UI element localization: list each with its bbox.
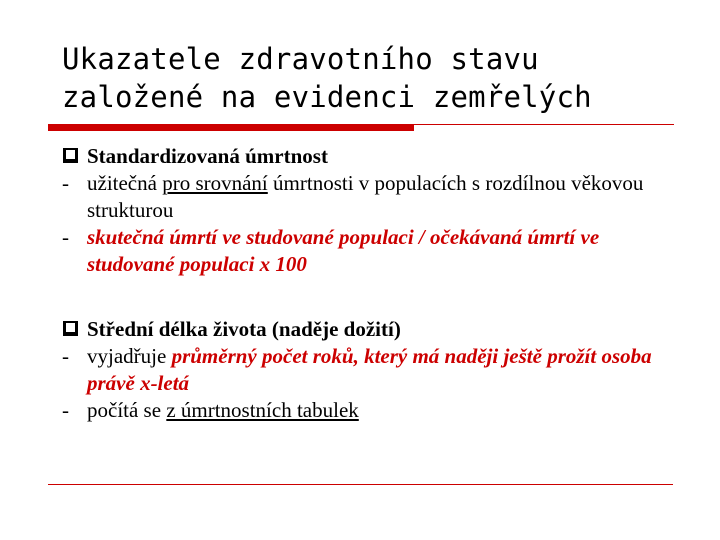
title-underline-thin: [414, 124, 674, 125]
list-item: [62, 343, 682, 397]
list-item-text: [87, 343, 682, 397]
highlighted-text: průměrný počet roků, který má naději ještě prožít osoba právě x-letá: [87, 344, 652, 395]
section-heading: Střední délka života (naděje dožití): [87, 317, 401, 341]
list-item: [62, 397, 682, 424]
dash-bullet: -: [62, 171, 69, 195]
text-segment: úmrtnosti v populacích s rozdílnou věkovou strukturou: [87, 171, 644, 222]
underlined-text: pro srovnání: [162, 171, 268, 195]
dash-bullet: -: [62, 398, 69, 422]
list-item: [62, 224, 682, 278]
dash-bullet: -: [62, 225, 69, 249]
title-line-1: Ukazatele zdravotního stavu: [62, 42, 539, 76]
section-life-expectancy: [62, 316, 682, 424]
underlined-text: z úmrtnostních tabulek: [166, 398, 359, 422]
title-underline-thick: [48, 124, 414, 131]
dash-bullet: -: [62, 344, 69, 368]
list-item-text: [87, 397, 682, 424]
text-segment: užitečná: [87, 171, 163, 195]
text-segment: vyjadřuje: [87, 344, 172, 368]
bullet-heading: [62, 316, 682, 343]
slide-title: [62, 40, 592, 116]
bottom-divider: [48, 484, 673, 485]
list-item-text: [87, 170, 682, 224]
bullet-heading: [62, 143, 682, 170]
formula-text: skutečná úmrtí ve studované populaci / očekávaná úmrtí ve studované populaci x 100: [87, 225, 600, 276]
text-segment: počítá se: [87, 398, 167, 422]
section-standardized-mortality: [62, 143, 682, 278]
list-item: [62, 170, 682, 224]
title-line-2: založené na evidenci zemřelých: [62, 80, 592, 114]
section-heading: Standardizovaná úmrtnost: [87, 144, 328, 168]
